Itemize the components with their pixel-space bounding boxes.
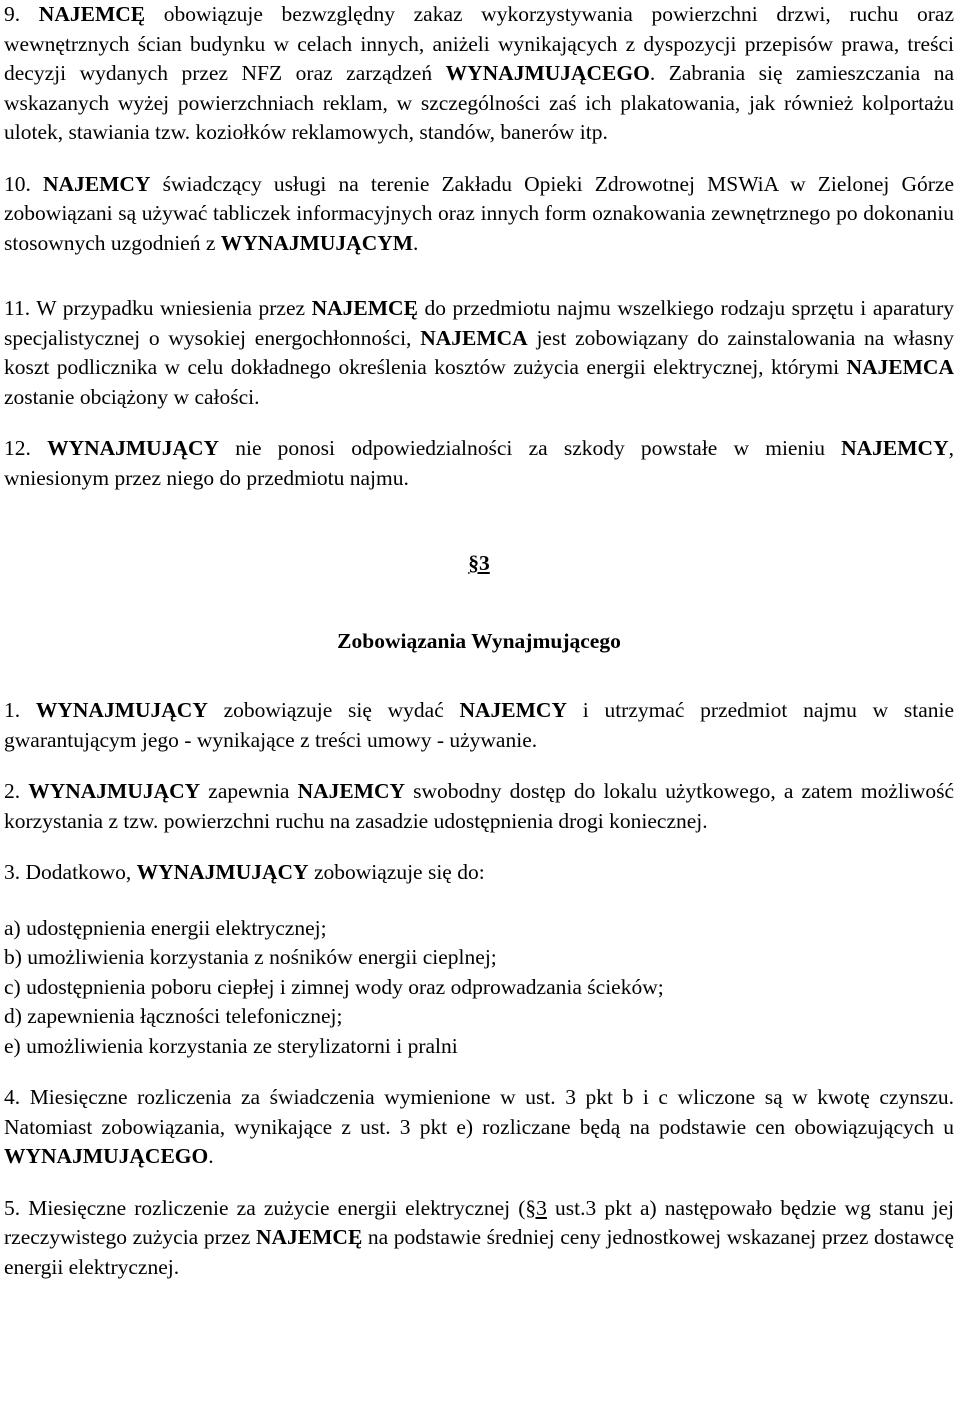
party-name: NAJEMCĘ bbox=[255, 1225, 363, 1249]
party-name: WYNAJMUJĄCYM bbox=[220, 230, 414, 255]
clause-text: zapewnia bbox=[200, 779, 298, 803]
paragraph-number: 12. bbox=[4, 436, 48, 460]
clause-text: i utrzymać przedmiot najmu w stanie gwarantującym jego - wynikające z treści umowy - używanie. bbox=[4, 698, 954, 752]
section-title: Zobowiązania Wynajmującego bbox=[337, 628, 621, 653]
paragraph-text: zostanie obciążony w całości. bbox=[4, 384, 260, 409]
list-item: b) umożliwienia korzystania z nośników energii cieplnej; bbox=[4, 945, 497, 969]
clause-text: zobowiązuje się do: bbox=[308, 860, 485, 884]
clause-text: swobodny dostęp do lokalu użytkowego, a zatem możliwość korzystania z tzw. powierzchni ruchu na zasadzie udostępnienia drogi koniecznej. bbox=[4, 779, 955, 833]
paragraph-text: . Zabrania się zamieszczania na wskazanych wyżej powierzchniach reklam, w szczególności zaś ich plakatowania, jak również kolportażu ulotek, stawiania tzw. koziołków reklamowych, standów, banerów itp. bbox=[4, 61, 954, 144]
party-name: NAJEMCY bbox=[43, 171, 151, 196]
clause-text: 5. Miesięczne rozliczenie za zużycie energii elektrycznej ( bbox=[4, 1195, 526, 1220]
obligations-list bbox=[4, 914, 954, 1062]
section-number bbox=[4, 549, 954, 579]
clause-4 bbox=[4, 1083, 954, 1172]
clause-1 bbox=[4, 696, 954, 755]
party-name: NAJEMCĘ bbox=[311, 296, 418, 320]
party-name: NAJEMCA bbox=[846, 355, 954, 379]
section-number-value: 3 bbox=[479, 551, 490, 575]
clause-number: 1. bbox=[4, 698, 36, 722]
list-item: a) udostępnienia energii elektrycznej; bbox=[4, 915, 327, 940]
party-name: WYNAJMUJĄCY bbox=[28, 779, 201, 803]
paragraph-9 bbox=[4, 0, 954, 148]
clause-number: 3. Dodatkowo, bbox=[4, 860, 137, 884]
section-reference: §3 bbox=[525, 1195, 547, 1220]
clause-2 bbox=[4, 777, 954, 836]
paragraph-10 bbox=[4, 170, 954, 259]
clause-text: . bbox=[208, 1144, 214, 1168]
party-name: NAJEMCA bbox=[420, 325, 528, 350]
paragraph-text: , wniesionym przez niego do przedmiotu najmu. bbox=[4, 436, 954, 490]
party-name: NAJEMCY bbox=[297, 779, 406, 803]
paragraph-text: do przedmiotu najmu wszelkiego rodzaju sprzętu i aparatury specjalistycznej o wysokiej energochłonności, bbox=[4, 296, 954, 350]
party-name: NAJEMCĘ bbox=[38, 2, 146, 26]
paragraph-11 bbox=[4, 294, 954, 412]
clause-text: 4. Miesięczne rozliczenia za świadczenia wymienione w ust. 3 pkt b i c wliczone są w kwotę czynszu. Natomiast zobowiązania, wynikające z ust. 3 pkt e) rozliczane będą na podstawie cen obowiązujących u bbox=[4, 1085, 954, 1139]
paragraph-text: nie ponosi odpowiedzialności za szkody powstałe w mieniu bbox=[219, 436, 842, 460]
paragraph-text: świadczący usługi na terenie Zakładu Opieki Zdrowotnej MSWiA w Zielonej Górze zobowiązani są używać tabliczek informacyjnych oraz innych form oznakowania zewnętrznego po dokonaniu stosownych uzgodnień z bbox=[4, 171, 954, 255]
party-name: WYNAJMUJĄCY bbox=[35, 698, 208, 722]
list-item: e) umożliwienia korzystania ze sterylizatorni i pralni bbox=[4, 1033, 458, 1058]
section-sign-icon: § bbox=[468, 551, 479, 575]
paragraph-number: 10. bbox=[4, 171, 43, 196]
party-name: NAJEMCY bbox=[459, 698, 567, 722]
paragraph-text: obowiązuje bezwzględny zakaz wykorzystywania powierzchni drzwi, ruchu oraz wewnętrznych ścian budynku w celach innych, aniżeli wynikających z dyspozycji przepisów prawa, treści decyzji wydanych przez NFZ oraz zarządzeń bbox=[4, 2, 955, 85]
party-name: WYNAJMUJĄCEGO bbox=[445, 61, 650, 85]
paragraph-text: . bbox=[413, 230, 419, 255]
clause-text: ust.3 pkt a) następowało będzie wg stanu jej rzeczywistego zużycia przez bbox=[4, 1195, 954, 1249]
list-item: d) zapewnienia łączności telefonicznej; bbox=[4, 1004, 343, 1028]
party-name: NAJEMCY bbox=[841, 436, 949, 460]
clause-3 bbox=[4, 858, 954, 888]
paragraph-number: 9. bbox=[4, 2, 39, 26]
clause-5 bbox=[4, 1194, 954, 1283]
list-item: c) udostępnienia poboru ciepłej i zimnej wody oraz odprowadzania ścieków; bbox=[4, 974, 664, 999]
party-name: WYNAJMUJĄCEGO bbox=[4, 1144, 209, 1168]
clause-text: zobowiązuje się wydać bbox=[207, 698, 460, 722]
paragraph-text: jest zobowiązany do zainstalowania na własny koszt podlicznika w celu dokładnego określenia kosztów zużycia energii elektrycznej, którymi bbox=[4, 325, 955, 379]
clause-text: na podstawie średniej ceny jednostkowej wskazanej przez dostawcę energii elektrycznej. bbox=[4, 1225, 954, 1279]
clause-number: 2. bbox=[4, 779, 29, 803]
paragraph-text: 11. W przypadku wniesienia przez bbox=[4, 296, 312, 320]
paragraph-12 bbox=[4, 434, 954, 493]
party-name: WYNAJMUJĄCY bbox=[136, 860, 309, 884]
party-name: WYNAJMUJĄCY bbox=[47, 436, 220, 460]
